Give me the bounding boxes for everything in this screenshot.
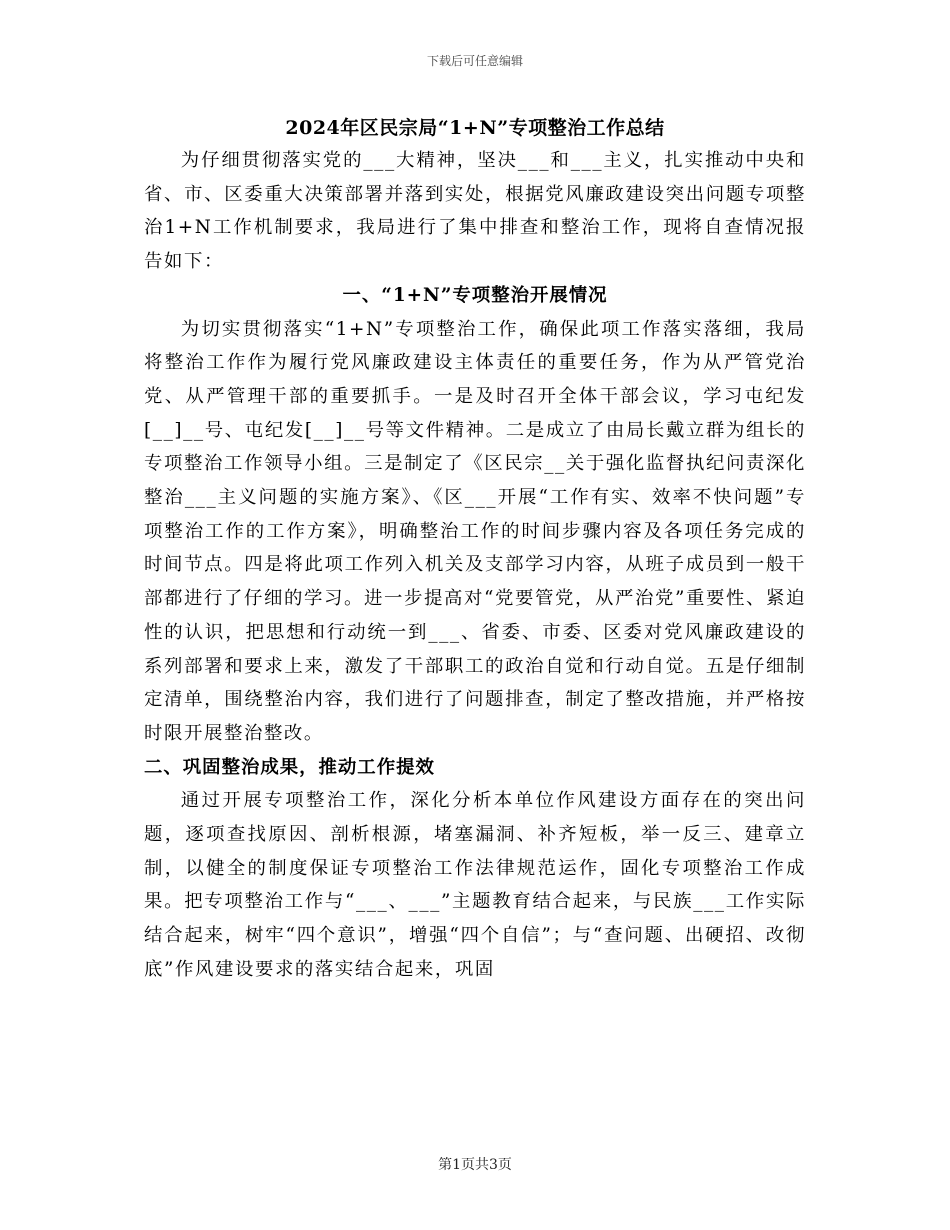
intro-paragraph: 为仔细贯彻落实党的___大精神，坚决___和___主义，扎实推动中央和省、市、区委重大决策部署并落到实处，根据党风廉政建设突出问题专项整治1+N工作机制要求，我局进行了集中排查和整治工作，现将自查情况报告如下：	[144, 150, 806, 273]
document-body	[144, 144, 806, 987]
document-title: 2024年区民宗局“1+N”专项整治工作总结	[285, 117, 665, 139]
page-header-note: 下载后可任意编辑	[426, 54, 523, 68]
page-number-footer: 第1页共3页	[438, 1157, 512, 1173]
section-1-paragraph: 为切实贯彻落实“1+N”专项整治工作，确保此项工作落实落细，我局将整治工作作为履行党风廉政建设主体责任的重要任务，作为从严管党治党、从严管理干部的重要抓手。一是及时召开全体干部会议，学习屯纪发[__]__号、屯纪发[__]__号等文件精神。二是成立了由局长戴立群为组长的专项整治工作领导小组。三是制定了《区民宗__关于强化监督执纪问责深化整治___主义问题的实施方案》、《区___开展“工作有实、效率不快问题”专项整治工作的工作方案》，明确整治工作的时间步骤内容及各项任务完成的时间节点。四是将此项工作列入机关及支部学习内容，从班子成员到一般干部都进行了仔细的学习。进一步提高对“党要管党，从严治党”重要性、紧迫性的认识，把思想和行动统一到___、省委、市委、区委对党风廉政建设的系列部署和要求上来，激发了干部职工的政治自觉和行动自觉。五是仔细制定清单，围绕整治内容，我们进行了问题排查，制定了整改措施，并严格按时限开展整治整改。	[144, 318, 806, 744]
section-2-paragraph: 通过开展专项整治工作，深化分析本单位作风建设方面存在的突出问题，逐项查找原因、剖析根源，堵塞漏洞、补齐短板，举一反三、建章立制，以健全的制度保证专项整治工作法律规范运作，固化专项整治工作成果。把专项整治工作与“___、___”主题教育结合起来，与民族___工作实际结合起来，树牢“四个意识”，增强“四个自信”；与“查问题、出硬招、改彻底”作风建设要求的落实结合起来，巩固	[144, 790, 806, 980]
section-2-heading: 二、巩固整治成果，推动工作提效	[144, 756, 435, 778]
section-1-heading: 一、“1+N”专项整治开展情况	[342, 284, 608, 306]
